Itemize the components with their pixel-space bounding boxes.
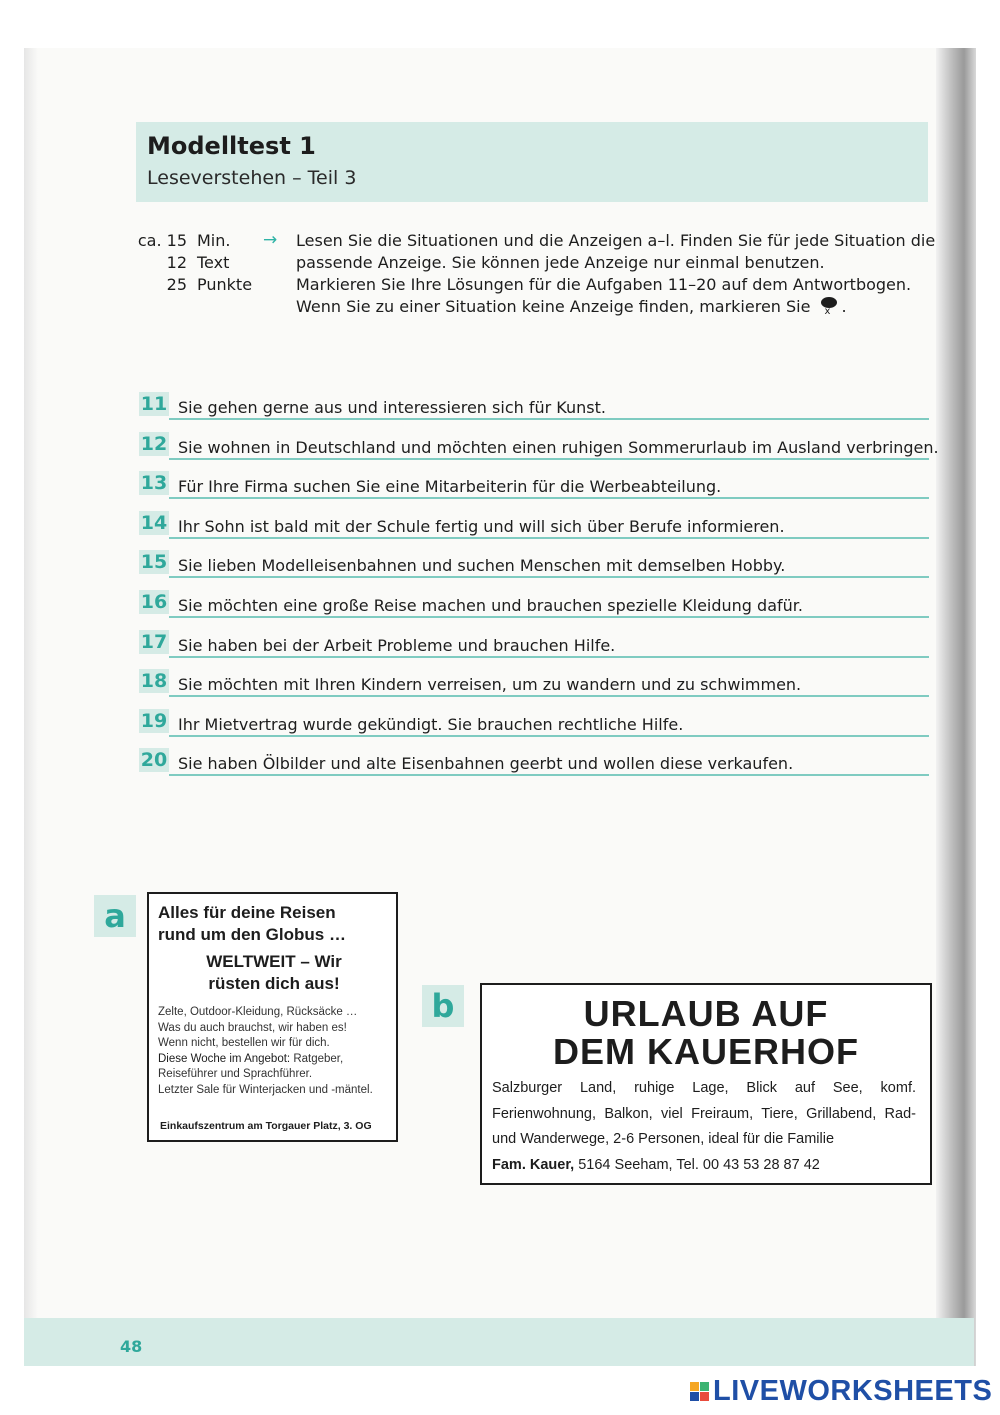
ad-a-offer-text: Ratgeber, Reiseführer und Sprachführer. [158, 1052, 344, 1080]
situation-text: Sie haben bei der Arbeit Probleme und brauchen Hilfe. [178, 635, 616, 655]
instructions-end: . [841, 297, 847, 316]
meta-texts [137, 252, 252, 274]
situation-item [137, 432, 939, 472]
situation-item [137, 471, 929, 511]
situation-item [137, 550, 929, 590]
ad-a-offer-label: Diese Woche im Angebot: [158, 1052, 291, 1065]
logo-square-i [700, 1382, 709, 1391]
ad-a-slogan-2: rüsten dich aus! [208, 974, 340, 993]
situation-item [137, 709, 929, 749]
ad-a-slogan-1: WELTWEIT – Wir [206, 952, 342, 971]
task-meta [137, 230, 252, 296]
situation-text: Sie gehen gerne aus und interessieren sich für Kunst. [178, 398, 606, 417]
logo-square-e [700, 1392, 709, 1401]
ad-b-text [492, 1076, 916, 1178]
instructions-line-1: Lesen Sie die Situationen und die Anzeigen a–l. Finden Sie für jede Situation die passende Anzeige. Sie können jede Anzeige nur einmal benutzen. [296, 231, 936, 272]
situation-text: Sie wohnen in Deutschland und möchten einen ruhigen Sommerurlaub im Ausland verbringen. [178, 437, 939, 457]
ad-a-letter: a [94, 895, 136, 937]
ad-a-body-line: Was du auch brauchst, wir haben es! [158, 1021, 347, 1034]
situation-item [137, 748, 929, 788]
situation-item [137, 511, 929, 551]
arrow-right-icon: → [263, 230, 278, 250]
x-mark-label: x [824, 306, 831, 317]
situation-underline [169, 695, 929, 697]
ad-a-body-line: Zelte, Outdoor-Kleidung, Rücksäcke … [158, 1006, 358, 1018]
situation-underline [169, 537, 929, 539]
page-title: Modelltest 1 [147, 132, 316, 160]
instructions-line-3-text: Wenn Sie zu einer Situation keine Anzeige finden, markieren Sie [296, 297, 811, 316]
ad-b [480, 983, 932, 1185]
situation-text: Sie möchten eine große Reise machen und brauchen spezielle Kleidung dafür. [178, 595, 803, 615]
situation-number: 12 [140, 432, 168, 455]
ad-b-headline-2: DEM KAUERHOF [553, 1031, 859, 1072]
situation-text: Sie lieben Modelleisenbahnen und suchen Menschen mit demselben Hobby. [178, 556, 786, 576]
meta-texts-value: 12 [166, 253, 187, 272]
situation-text: Für Ihre Firma suchen Sie eine Mitarbeiterin für die Werbeabteilung. [178, 477, 722, 497]
meta-time [137, 230, 252, 252]
situation-list [137, 392, 939, 788]
situation-text: Ihr Sohn ist bald mit der Schule fertig und will sich über Berufe informieren. [178, 516, 785, 536]
ad-a-headline-2: rund um den Globus … [158, 925, 346, 944]
instructions-line-2: Markieren Sie Ihre Lösungen für die Aufgaben 11–20 auf dem Antwortbogen. [296, 275, 912, 294]
ad-a-slogan [169, 951, 379, 995]
situation-underline [169, 418, 929, 420]
situation-underline [169, 735, 929, 737]
situation-number: 16 [140, 590, 168, 613]
meta-texts-label: Text [197, 253, 230, 272]
meta-points-value: 25 [166, 275, 187, 294]
ad-b-headline-1: URLAUB AUF [583, 993, 829, 1034]
page-number: 48 [120, 1337, 143, 1356]
ad-a [147, 892, 398, 1142]
ad-a-body-line: Letzter Sale für Winterjacken und -mäntel. [158, 1083, 373, 1096]
ad-b-contact [492, 1153, 916, 1179]
situation-text: Sie haben Ölbilder und alte Eisenbahnen geerbt und wollen diese verkaufen. [178, 754, 794, 774]
situation-number: 11 [140, 393, 168, 415]
situation-text: Sie möchten mit Ihren Kindern verreisen, um zu wandern und zu schwimmen. [178, 675, 802, 695]
situation-number: 18 [140, 670, 168, 693]
meta-time-label: Min. [197, 231, 231, 250]
situation-underline [169, 576, 929, 578]
brand-watermark [690, 1375, 992, 1408]
instructions [296, 230, 936, 318]
logo-square-v [690, 1392, 699, 1401]
page-edge-left [24, 48, 38, 1366]
situation-number: 14 [140, 511, 168, 534]
situation-item [137, 630, 929, 670]
situation-item [137, 392, 929, 432]
brand-name: LIVEWORKSHEETS [713, 1375, 993, 1407]
situation-underline [169, 616, 929, 618]
meta-points-label: Punkte [197, 275, 253, 294]
liveworksheets-logo-icon [690, 1382, 709, 1401]
ad-a-body-line: Wenn nicht, bestellen wir für dich. [158, 1037, 330, 1049]
ad-a-address: Einkaufszentrum am Torgauer Platz, 3. OG [160, 1120, 372, 1132]
page-subtitle: Leseverstehen – Teil 3 [147, 167, 357, 189]
answer-mark-x-icon [818, 296, 840, 318]
ad-a-body [158, 1005, 388, 1098]
situation-item [137, 590, 929, 630]
ad-b-description: Salzburger Land, ruhige Lage, Blick auf See, komf. Ferienwohnung, Balkon, viel Freiraum, Tiere, Grillabend, Rad- und Wanderwege, 2-6 Personen, ideal für die Familie [492, 1080, 916, 1147]
situation-underline [169, 774, 929, 776]
ad-a-offer [158, 1052, 388, 1083]
situation-number: 20 [140, 749, 168, 772]
ad-b-contact-name: Fam. Kauer, [492, 1156, 575, 1173]
meta-points [137, 274, 252, 296]
situation-underline [169, 656, 929, 658]
meta-time-value: ca. 15 [137, 231, 187, 250]
situation-underline [169, 458, 929, 460]
ad-b-contact-details: 5164 Seeham, Tel. 00 43 53 28 87 42 [578, 1156, 820, 1173]
situation-number: 13 [140, 472, 168, 495]
ad-b-letter: b [422, 985, 464, 1027]
situation-item [137, 669, 929, 709]
logo-square-l [690, 1382, 699, 1391]
situation-number: 15 [140, 551, 168, 574]
situation-number: 17 [140, 630, 168, 653]
situation-underline [169, 497, 929, 499]
footer-band [24, 1318, 974, 1366]
page-edge-shadow [936, 48, 976, 1366]
ad-b-headline [482, 995, 930, 1071]
instructions-line-3 [296, 296, 936, 318]
situation-text: Ihr Mietvertrag wurde gekündigt. Sie brauchen rechtliche Hilfe. [178, 714, 684, 734]
ad-a-headline [158, 902, 346, 946]
situation-number: 19 [140, 709, 168, 732]
ad-a-headline-1: Alles für deine Reisen [158, 903, 336, 922]
